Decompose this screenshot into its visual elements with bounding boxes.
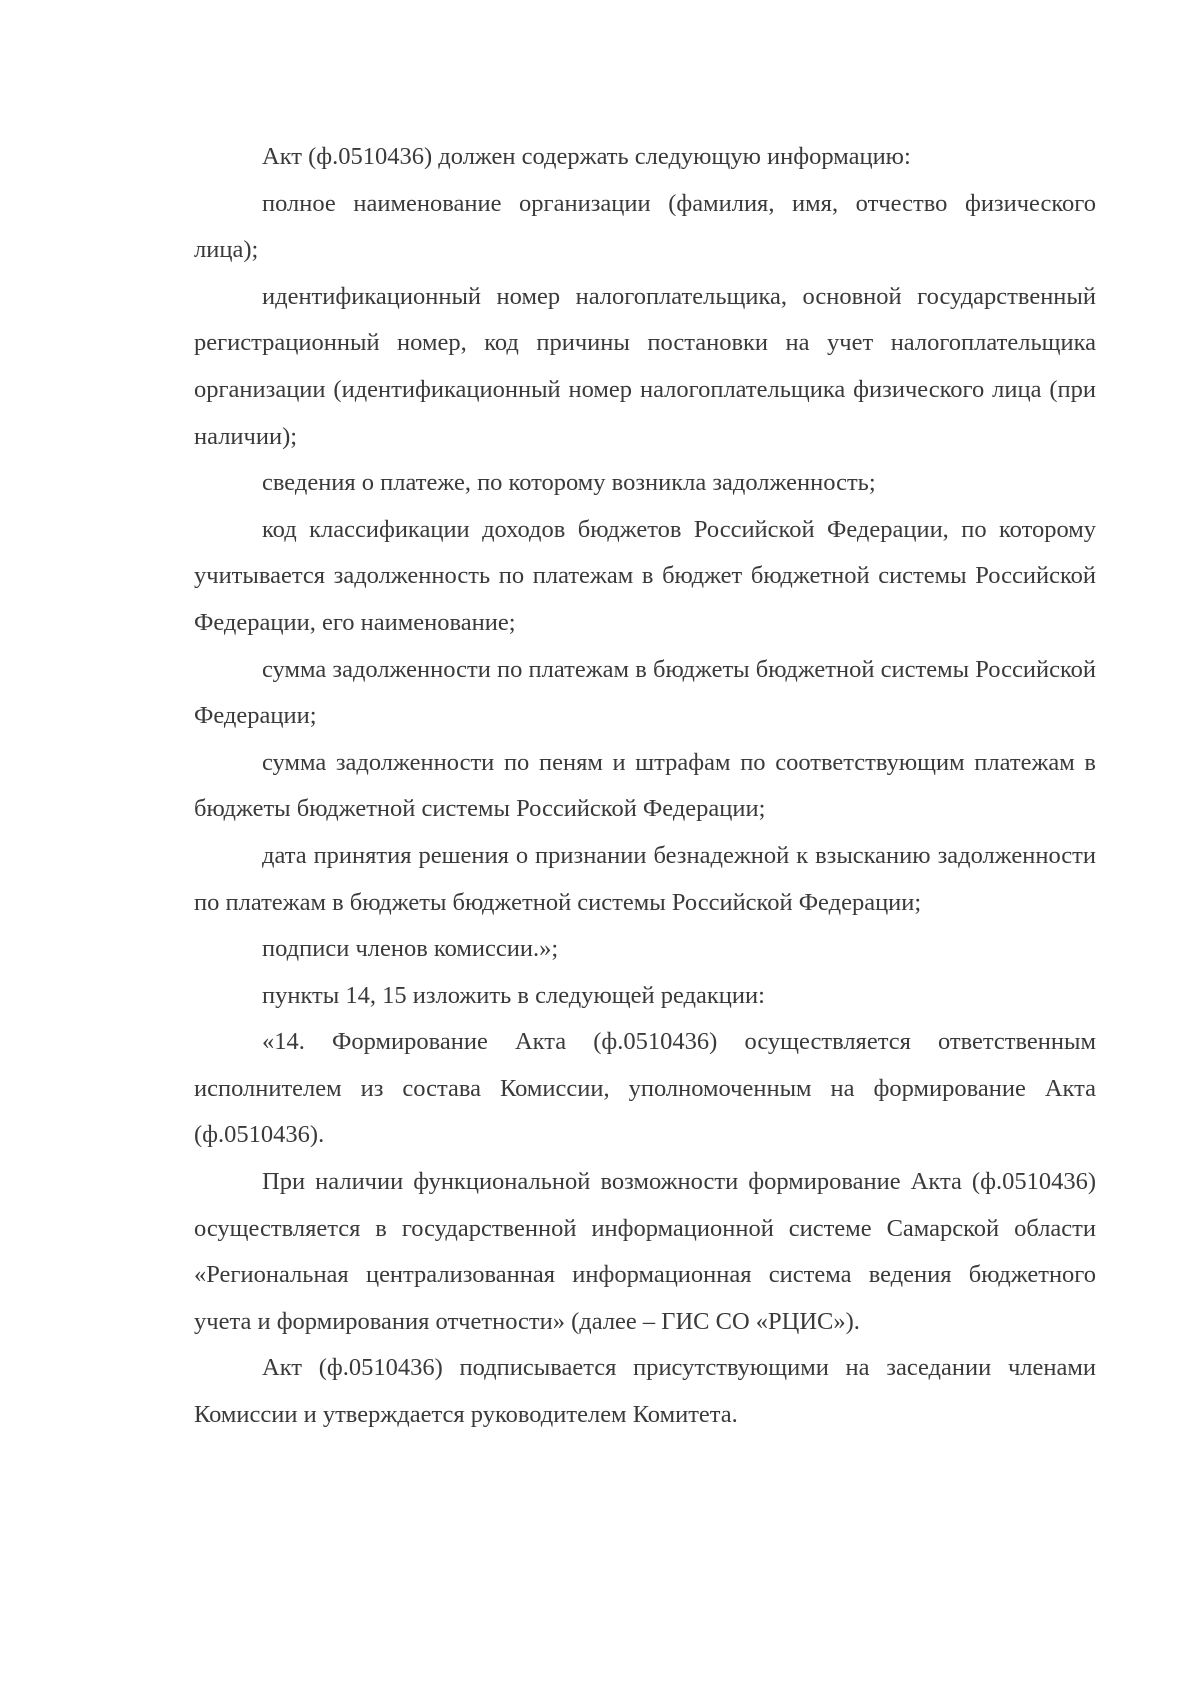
paragraph-act-contents-intro: Акт (ф.0510436) должен содержать следующую информацию: xyxy=(262,143,911,170)
paragraph-gis-rcis: При наличии функциональной возможности формирование Акта (ф.0510436) осуществляется в государственной информационной системе Самарской области «Региональная централизованная информационная система ведения бюджетного учета и формирования отчетности» (далее – ГИС СО «РЦИС»). xyxy=(194,1168,1096,1335)
paragraph-payment-info: сведения о платеже, по которому возникла задолженность; xyxy=(262,469,876,497)
paragraph-organization-name: полное наименование организации (фамилия, имя, отчество физического лица); xyxy=(194,189,1096,264)
paragraph-debt-amount: сумма задолженности по платежам в бюджеты бюджетной системы Российской Федерации; xyxy=(194,655,1096,730)
paragraph-decision-date: дата принятия решения о признании безнадежной к взысканию задолженности по платежам в бюджеты бюджетной системы Российской Федерации; xyxy=(194,841,1096,916)
paragraph-commission-signatures: подписи членов комиссии.»; xyxy=(262,935,559,963)
paragraph-items-14-15-intro: пункты 14, 15 изложить в следующей редакции: xyxy=(262,981,765,1009)
paragraph-income-classification-code: код классификации доходов бюджетов Российской Федерации, по которому учитывается задолженность по платежам в бюджет бюджетной системы Российской Федерации, его наименование; xyxy=(194,515,1096,636)
document-body xyxy=(194,134,1096,1439)
paragraph-item-14: «14. Формирование Акта (ф.0510436) осуществляется ответственным исполнителем из состава Комиссии, уполномоченным на формирование Акта (ф.0510436). xyxy=(194,1028,1096,1149)
paragraph-act-signing: Акт (ф.0510436) подписывается присутствующими на заседании членами Комиссии и утверждается руководителем Комитета. xyxy=(194,1354,1096,1429)
paragraph-penalties-amount: сумма задолженности по пеням и штрафам по соответствующим платежам в бюджеты бюджетной системы Российской Федерации; xyxy=(194,748,1096,823)
paragraph-taxpayer-ids: идентификационный номер налогоплательщика, основной государственный регистрационный номер, код причины постановки на учет налогоплательщика организации (идентификационный номер налогоплательщика физического лица (при наличии); xyxy=(194,282,1096,450)
